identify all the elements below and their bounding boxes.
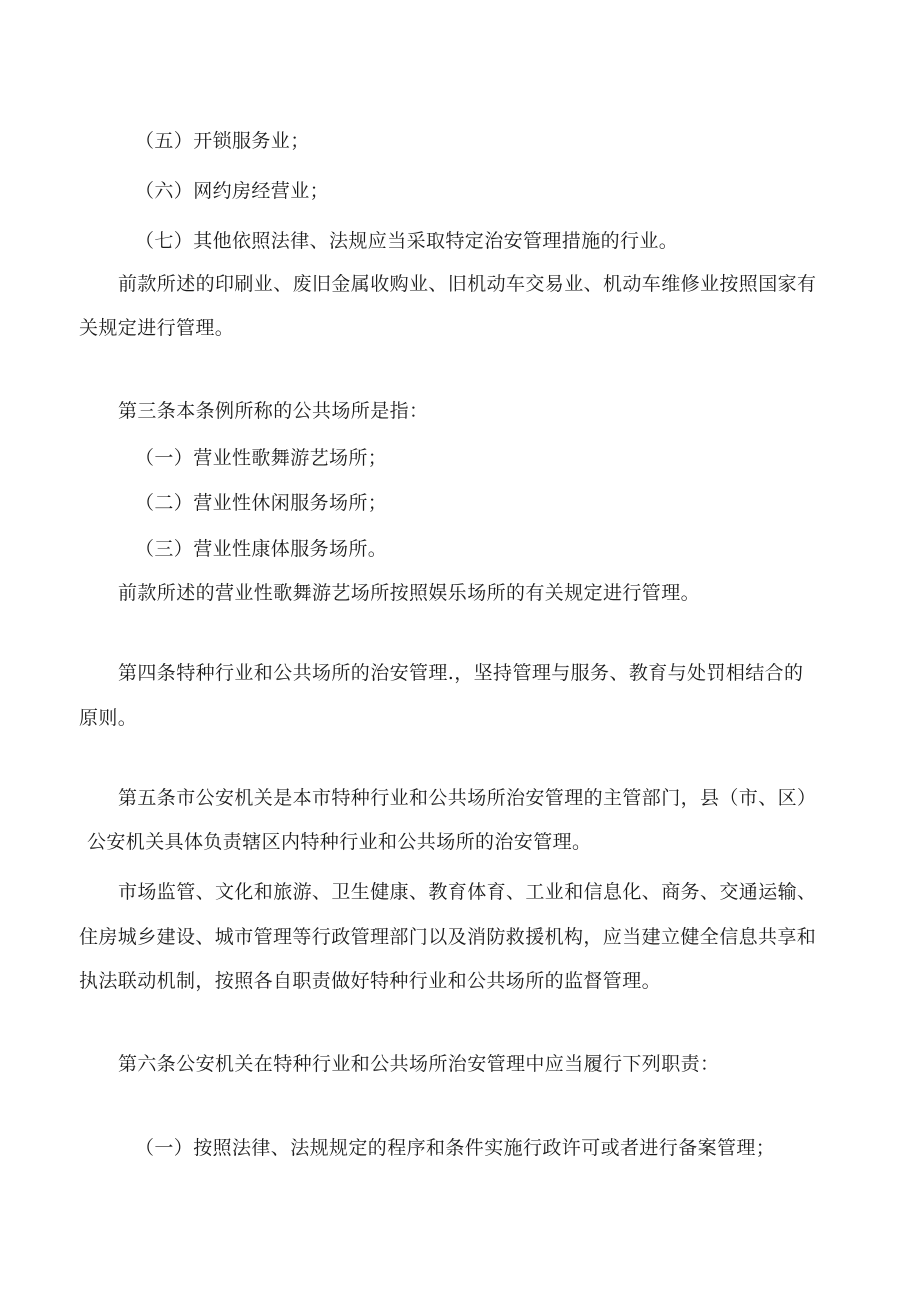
paragraph-line: 前款所述的营业性歌舞游艺场所按照娱乐场所的有关规定进行管理。 bbox=[118, 582, 701, 604]
list-item-3: （三）营业性康体服务场所。 bbox=[135, 538, 388, 560]
article-5-line: 第五条市公安机关是本市特种行业和公共场所治安管理的主管部门，县（市、区） bbox=[118, 787, 817, 809]
paragraph-line: 关规定进行管理。 bbox=[79, 317, 235, 339]
article-3-heading: 第三条本条例所称的公共场所是指： bbox=[118, 400, 429, 422]
article-6-heading: 第六条公安机关在特种行业和公共场所治安管理中应当履行下列职责： bbox=[118, 1053, 720, 1075]
list-item-5: （五）开锁服务业； bbox=[135, 130, 310, 152]
list-item-6: （六）网约房经营业； bbox=[135, 180, 330, 202]
article-5-line: 公安机关具体负责辖区内特种行业和公共场所的治安管理。 bbox=[87, 831, 592, 853]
paragraph-line: 住房城乡建设、城市管理等行政管理部门以及消防救援机构，应当建立健全信息共享和 bbox=[79, 926, 817, 948]
paragraph-line: 市场监管、文化和旅游、卫生健康、教育体育、工业和信息化、商务、交通运输、 bbox=[118, 881, 817, 903]
list-item-2: （二）营业性休闲服务场所； bbox=[135, 492, 388, 514]
paragraph-line: 执法联动机制，按照各自职责做好特种行业和公共场所的监督管理。 bbox=[79, 970, 662, 992]
article-4-line: 第四条特种行业和公共场所的治安管理.，坚持管理与服务、教育与处罚相结合的 bbox=[118, 662, 804, 684]
list-item-1: （一）营业性歌舞游艺场所； bbox=[135, 447, 388, 469]
paragraph-line: 前款所述的印刷业、废旧金属收购业、旧机动车交易业、机动车维修业按照国家有 bbox=[118, 273, 817, 295]
list-item-7: （七）其他依照法律、法规应当采取特定治安管理措施的行业。 bbox=[135, 230, 679, 252]
list-item-1: （一）按照法律、法规规定的程序和条件实施行政许可或者进行备案管理； bbox=[135, 1137, 776, 1159]
article-4-line: 原则。 bbox=[79, 707, 138, 729]
